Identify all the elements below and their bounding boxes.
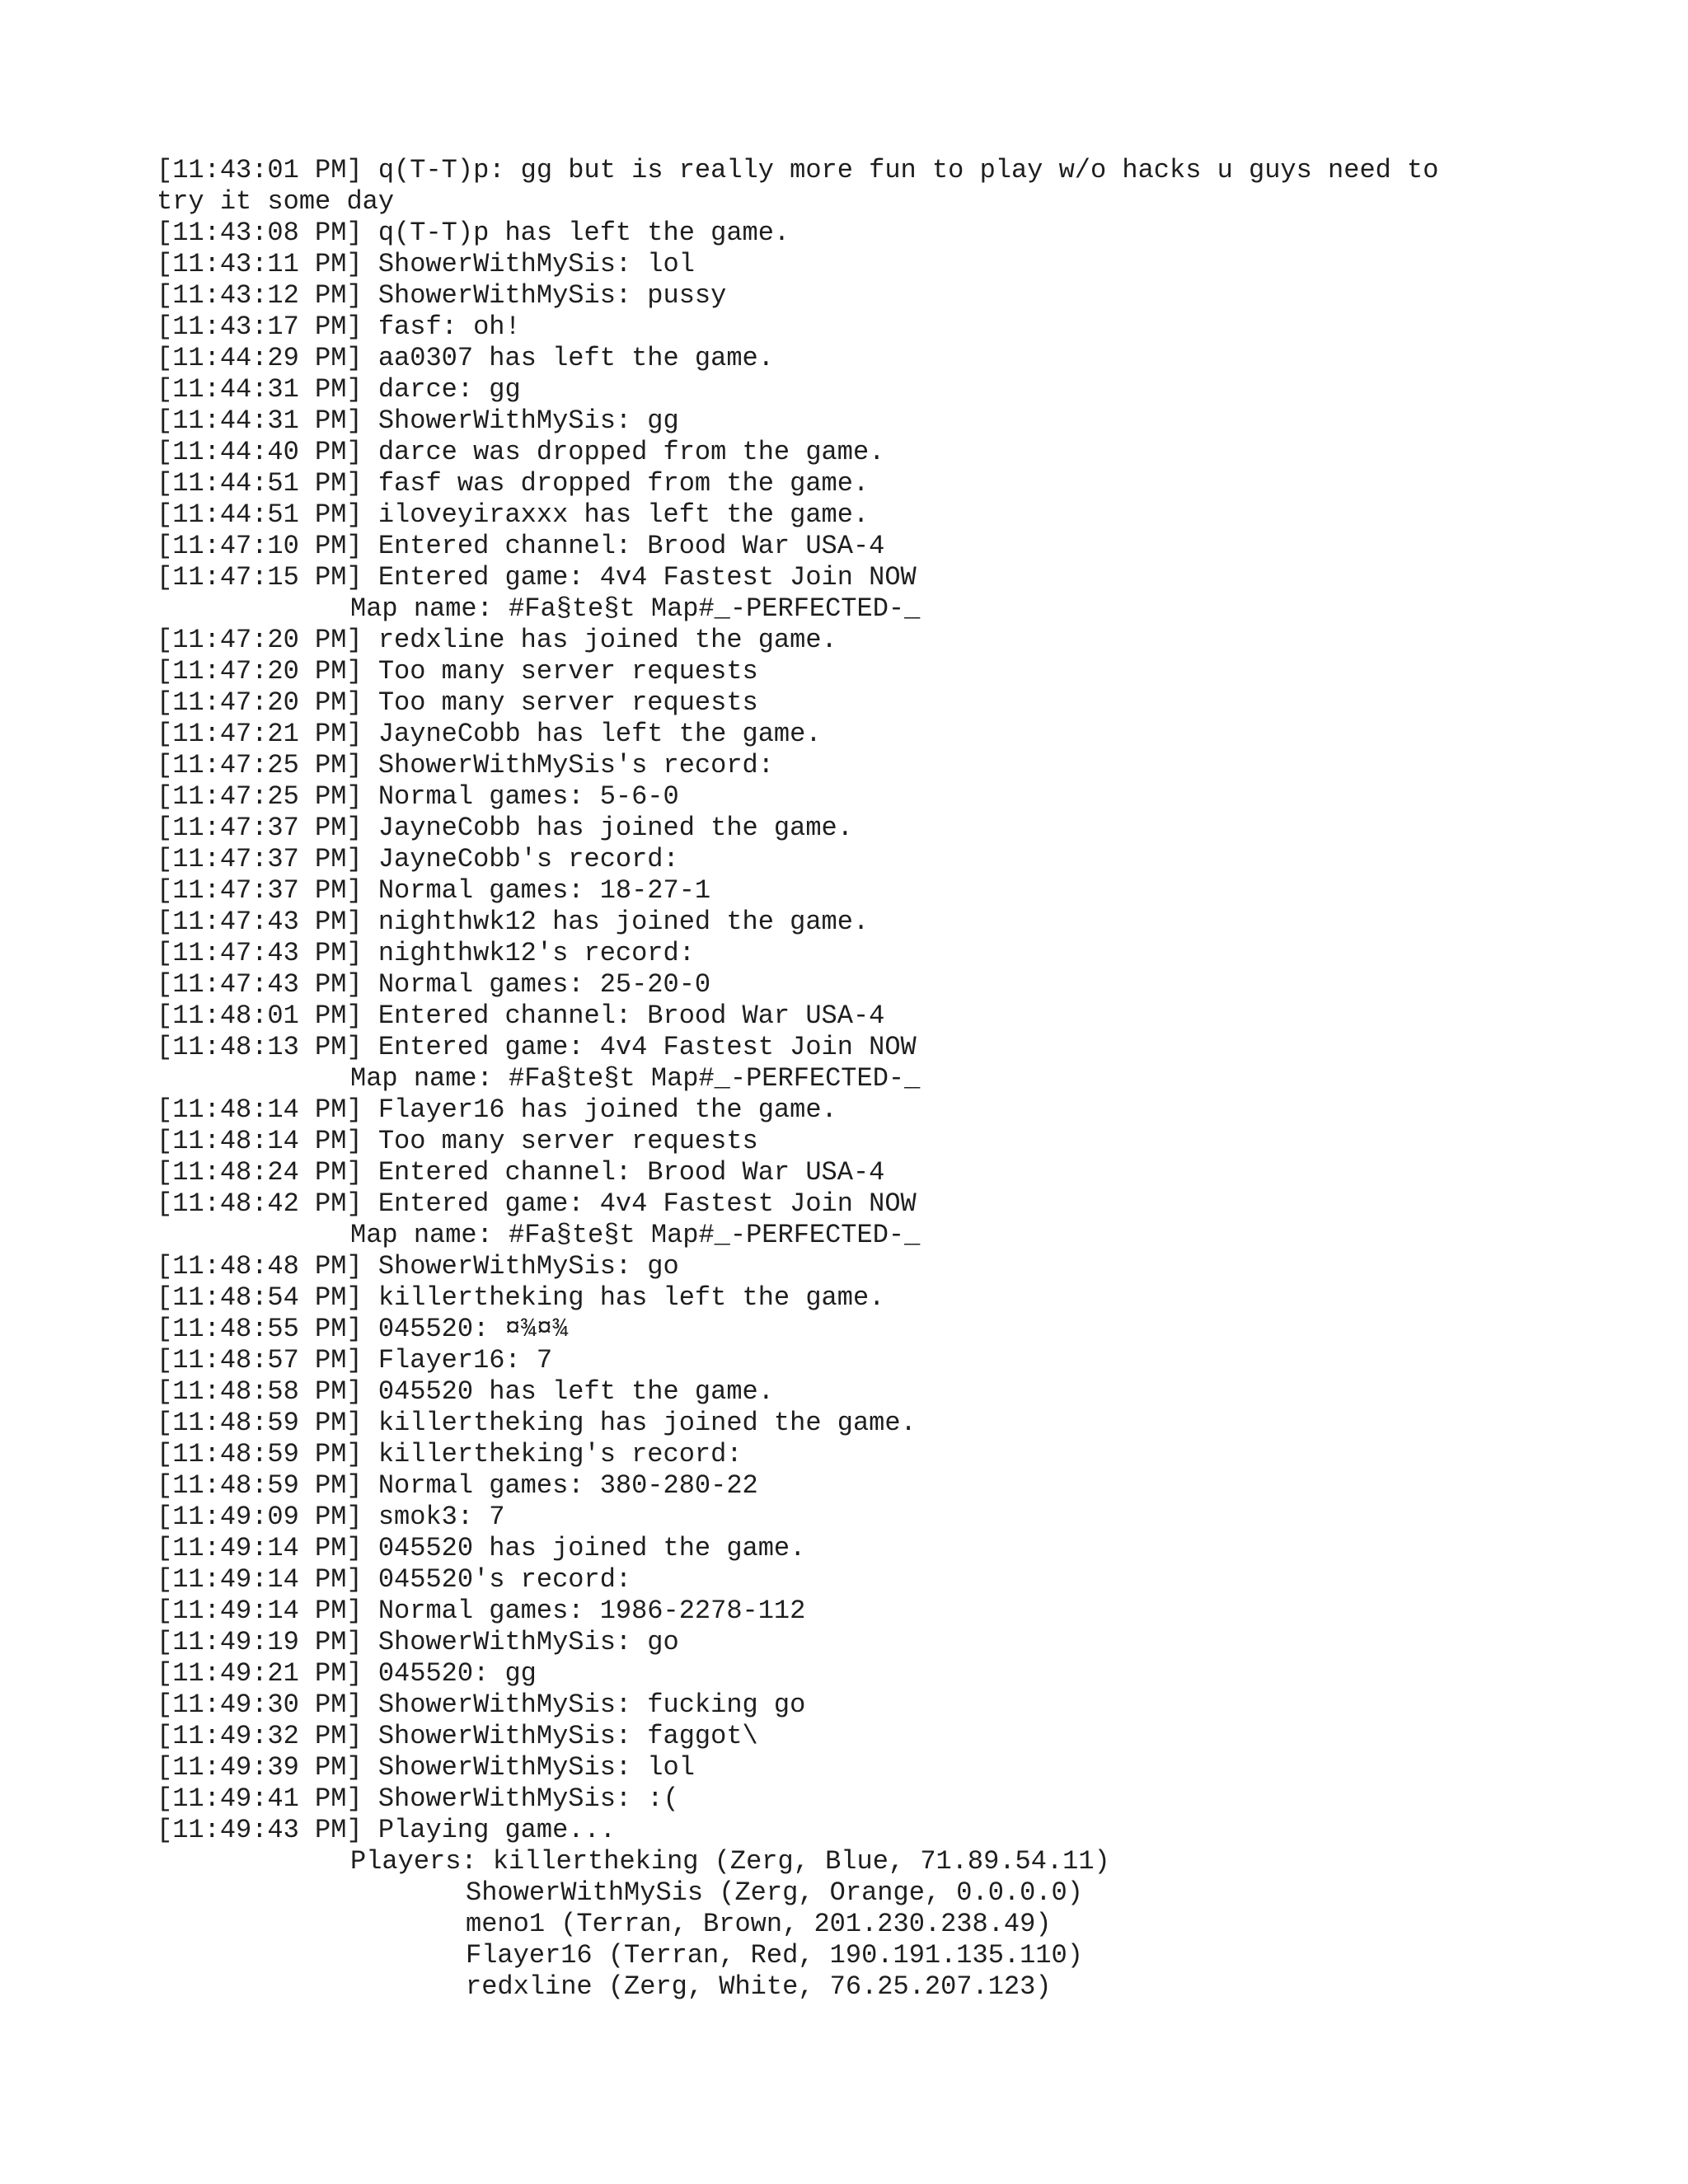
log-line xyxy=(157,437,1541,468)
log-line xyxy=(157,844,1541,875)
log-message: ShowerWithMySis: go xyxy=(377,1251,679,1282)
log-line xyxy=(157,781,1541,813)
log-message: killertheking has left the game. xyxy=(377,1282,885,1313)
log-line xyxy=(157,468,1541,499)
log-line xyxy=(157,969,1541,1001)
log-message: nighthwk12's record: xyxy=(377,938,695,968)
log-message: ShowerWithMySis: lol xyxy=(377,249,695,279)
log-timestamp: [11:49:30 PM] xyxy=(157,1690,363,1720)
log-message: killertheking has joined the game. xyxy=(377,1408,917,1438)
log-timestamp: [11:48:48 PM] xyxy=(157,1251,363,1282)
log-timestamp: [11:47:37 PM] xyxy=(157,813,363,843)
log-line xyxy=(157,1783,1541,1815)
log-timestamp: [11:48:24 PM] xyxy=(157,1157,363,1188)
log-timestamp: [11:49:39 PM] xyxy=(157,1752,363,1783)
log-continuation: ShowerWithMySis (Zerg, Orange, 0.0.0.0) xyxy=(466,1877,1083,1908)
log-message: ShowerWithMySis: fucking go xyxy=(377,1690,806,1720)
log-timestamp: [11:49:21 PM] xyxy=(157,1658,363,1689)
log-timestamp: [11:44:31 PM] xyxy=(157,374,363,405)
log-message: killertheking's record: xyxy=(377,1439,743,1469)
log-message: JayneCobb has left the game. xyxy=(377,719,822,749)
log-line xyxy=(157,1157,1541,1188)
log-line xyxy=(157,1470,1541,1502)
log-timestamp: [11:48:54 PM] xyxy=(157,1282,363,1313)
log-message: fasf was dropped from the game. xyxy=(377,468,870,499)
log-line xyxy=(157,405,1541,437)
log-message: ShowerWithMySis: lol xyxy=(377,1752,695,1783)
log-timestamp: [11:49:14 PM] xyxy=(157,1533,363,1563)
log-message: aa0307 has left the game. xyxy=(377,343,774,373)
log-message: Normal games: 25-20-0 xyxy=(377,969,711,1000)
log-message: Normal games: 380-280-22 xyxy=(377,1470,758,1501)
log-timestamp: [11:49:43 PM] xyxy=(157,1815,363,1845)
log-message: darce was dropped from the game. xyxy=(377,437,885,467)
log-message: nighthwk12 has joined the game. xyxy=(377,907,870,937)
log-timestamp: [11:49:09 PM] xyxy=(157,1502,363,1532)
log-message: Too many server requests xyxy=(377,687,758,718)
log-line xyxy=(157,249,1541,280)
log-message: Entered channel: Brood War USA-4 xyxy=(377,1157,885,1188)
log-message: Normal games: 1986-2278-112 xyxy=(377,1596,806,1626)
log-line xyxy=(157,499,1541,531)
log-message: Entered game: 4v4 Fastest Join NOW xyxy=(377,562,917,593)
log-timestamp: [11:49:32 PM] xyxy=(157,1721,363,1751)
log-line xyxy=(157,1032,1541,1063)
log-line xyxy=(157,1502,1541,1533)
log-continuation: Map name: #Fa§te§t Map#_-PERFECTED-_ xyxy=(350,593,921,624)
log-timestamp: [11:47:25 PM] xyxy=(157,750,363,780)
log-line xyxy=(157,312,1541,343)
log-continuation: Flayer16 (Terran, Red, 190.191.135.110) xyxy=(466,1940,1083,1971)
log-line xyxy=(157,1282,1541,1314)
log-continuation: Map name: #Fa§te§t Map#_-PERFECTED-_ xyxy=(350,1063,921,1094)
log-timestamp: [11:47:10 PM] xyxy=(157,531,363,561)
log-message: Playing game... xyxy=(377,1815,616,1845)
log-line xyxy=(157,1376,1541,1408)
log-message: 045520 has joined the game. xyxy=(377,1533,806,1563)
log-line xyxy=(157,1126,1541,1157)
log-message: ShowerWithMySis: pussy xyxy=(377,280,727,311)
log-line xyxy=(157,938,1541,969)
log-timestamp: [11:48:14 PM] xyxy=(157,1094,363,1125)
log-line xyxy=(157,1627,1541,1658)
log-line xyxy=(157,625,1541,656)
log-message: Entered game: 4v4 Fastest Join NOW xyxy=(377,1188,917,1219)
log-line xyxy=(157,155,1541,186)
log-continuation: try it some day xyxy=(157,186,395,217)
log-timestamp: [11:43:17 PM] xyxy=(157,312,363,342)
log-timestamp: [11:43:12 PM] xyxy=(157,280,363,311)
log-line xyxy=(157,750,1541,781)
log-line xyxy=(157,1408,1541,1439)
log-timestamp: [11:44:29 PM] xyxy=(157,343,363,373)
log-timestamp: [11:48:42 PM] xyxy=(157,1188,363,1219)
log-message: Too many server requests xyxy=(377,1126,758,1156)
log-timestamp: [11:48:13 PM] xyxy=(157,1032,363,1062)
log-message: ShowerWithMySis: go xyxy=(377,1627,679,1657)
log-message: Flayer16: 7 xyxy=(377,1345,553,1376)
log-line xyxy=(157,656,1541,687)
log-message: Flayer16 has joined the game. xyxy=(377,1094,837,1125)
log-message: Normal games: 5-6-0 xyxy=(377,781,679,812)
log-timestamp: [11:44:40 PM] xyxy=(157,437,363,467)
log-timestamp: [11:49:19 PM] xyxy=(157,1627,363,1657)
log-line xyxy=(157,1533,1541,1564)
log-line xyxy=(157,1314,1541,1345)
log-continuation: meno1 (Terran, Brown, 201.230.238.49) xyxy=(466,1909,1052,1939)
log-timestamp: [11:47:20 PM] xyxy=(157,625,363,655)
log-timestamp: [11:49:14 PM] xyxy=(157,1564,363,1595)
log-line xyxy=(157,1752,1541,1783)
chat-log xyxy=(157,155,1541,2003)
log-line xyxy=(157,374,1541,405)
log-timestamp: [11:47:43 PM] xyxy=(157,969,363,1000)
log-timestamp: [11:43:01 PM] xyxy=(157,155,363,185)
log-timestamp: [11:47:43 PM] xyxy=(157,938,363,968)
log-timestamp: [11:44:51 PM] xyxy=(157,468,363,499)
log-line xyxy=(157,1658,1541,1690)
log-timestamp: [11:47:20 PM] xyxy=(157,656,363,687)
log-timestamp: [11:49:41 PM] xyxy=(157,1783,363,1814)
log-line xyxy=(157,875,1541,907)
log-timestamp: [11:48:01 PM] xyxy=(157,1001,363,1031)
log-timestamp: [11:48:57 PM] xyxy=(157,1345,363,1376)
log-line xyxy=(157,343,1541,374)
log-message: ShowerWithMySis: :( xyxy=(377,1783,679,1814)
log-timestamp: [11:48:58 PM] xyxy=(157,1376,363,1407)
log-timestamp: [11:44:31 PM] xyxy=(157,405,363,436)
log-line xyxy=(157,1251,1541,1282)
log-message: q(T-T)p: gg but is really more fun to play w/o hacks u guys need to xyxy=(377,155,1439,185)
log-line xyxy=(157,562,1541,593)
log-timestamp: [11:48:59 PM] xyxy=(157,1439,363,1469)
log-message: Normal games: 18-27-1 xyxy=(377,875,711,906)
log-line xyxy=(157,1439,1541,1470)
log-message: iloveyiraxxx has left the game. xyxy=(377,499,870,530)
log-message: Entered channel: Brood War USA-4 xyxy=(377,531,885,561)
log-timestamp: [11:48:55 PM] xyxy=(157,1314,363,1344)
log-message: Entered game: 4v4 Fastest Join NOW xyxy=(377,1032,917,1062)
log-timestamp: [11:48:59 PM] xyxy=(157,1408,363,1438)
log-line xyxy=(157,907,1541,938)
log-message: 045520: ¤¾¤¾ xyxy=(377,1314,569,1344)
log-line xyxy=(157,687,1541,719)
log-message: 045520: gg xyxy=(377,1658,537,1689)
log-timestamp: [11:44:51 PM] xyxy=(157,499,363,530)
log-timestamp: [11:43:11 PM] xyxy=(157,249,363,279)
log-line xyxy=(157,218,1541,249)
log-timestamp: [11:43:08 PM] xyxy=(157,218,363,248)
log-message: ShowerWithMySis: gg xyxy=(377,405,679,436)
log-timestamp: [11:47:25 PM] xyxy=(157,781,363,812)
log-timestamp: [11:47:43 PM] xyxy=(157,907,363,937)
log-timestamp: [11:47:37 PM] xyxy=(157,875,363,906)
log-line xyxy=(157,1001,1541,1032)
log-message: JayneCobb has joined the game. xyxy=(377,813,853,843)
log-line xyxy=(157,1690,1541,1721)
log-line xyxy=(157,813,1541,844)
log-message: 045520 has left the game. xyxy=(377,1376,774,1407)
log-line xyxy=(157,1094,1541,1126)
log-message: fasf: oh! xyxy=(377,312,521,342)
log-timestamp: [11:47:20 PM] xyxy=(157,687,363,718)
log-message: darce: gg xyxy=(377,374,521,405)
log-timestamp: [11:47:37 PM] xyxy=(157,844,363,874)
log-timestamp: [11:49:14 PM] xyxy=(157,1596,363,1626)
log-line xyxy=(157,531,1541,562)
log-line xyxy=(157,719,1541,750)
log-continuation: redxline (Zerg, White, 76.25.207.123) xyxy=(466,1971,1052,2002)
log-message: JayneCobb's record: xyxy=(377,844,679,874)
log-line xyxy=(157,1564,1541,1596)
log-continuation: Players: killertheking (Zerg, Blue, 71.89.54.11) xyxy=(350,1846,1110,1877)
log-timestamp: [11:47:21 PM] xyxy=(157,719,363,749)
log-message: 045520's record: xyxy=(377,1564,632,1595)
log-message: smok3: 7 xyxy=(377,1502,505,1532)
log-continuation: Map name: #Fa§te§t Map#_-PERFECTED-_ xyxy=(350,1220,921,1250)
log-message: redxline has joined the game. xyxy=(377,625,837,655)
log-line xyxy=(157,1188,1541,1220)
log-line xyxy=(157,1815,1541,1846)
log-timestamp: [11:48:14 PM] xyxy=(157,1126,363,1156)
log-line xyxy=(157,1596,1541,1627)
log-message: Too many server requests xyxy=(377,656,758,687)
log-line xyxy=(157,1345,1541,1376)
log-message: q(T-T)p has left the game. xyxy=(377,218,790,248)
log-message: ShowerWithMySis's record: xyxy=(377,750,774,780)
log-timestamp: [11:47:15 PM] xyxy=(157,562,363,593)
log-line xyxy=(157,280,1541,312)
log-line xyxy=(157,1721,1541,1752)
log-message: ShowerWithMySis: faggot\ xyxy=(377,1721,758,1751)
log-message: Entered channel: Brood War USA-4 xyxy=(377,1001,885,1031)
log-timestamp: [11:48:59 PM] xyxy=(157,1470,363,1501)
